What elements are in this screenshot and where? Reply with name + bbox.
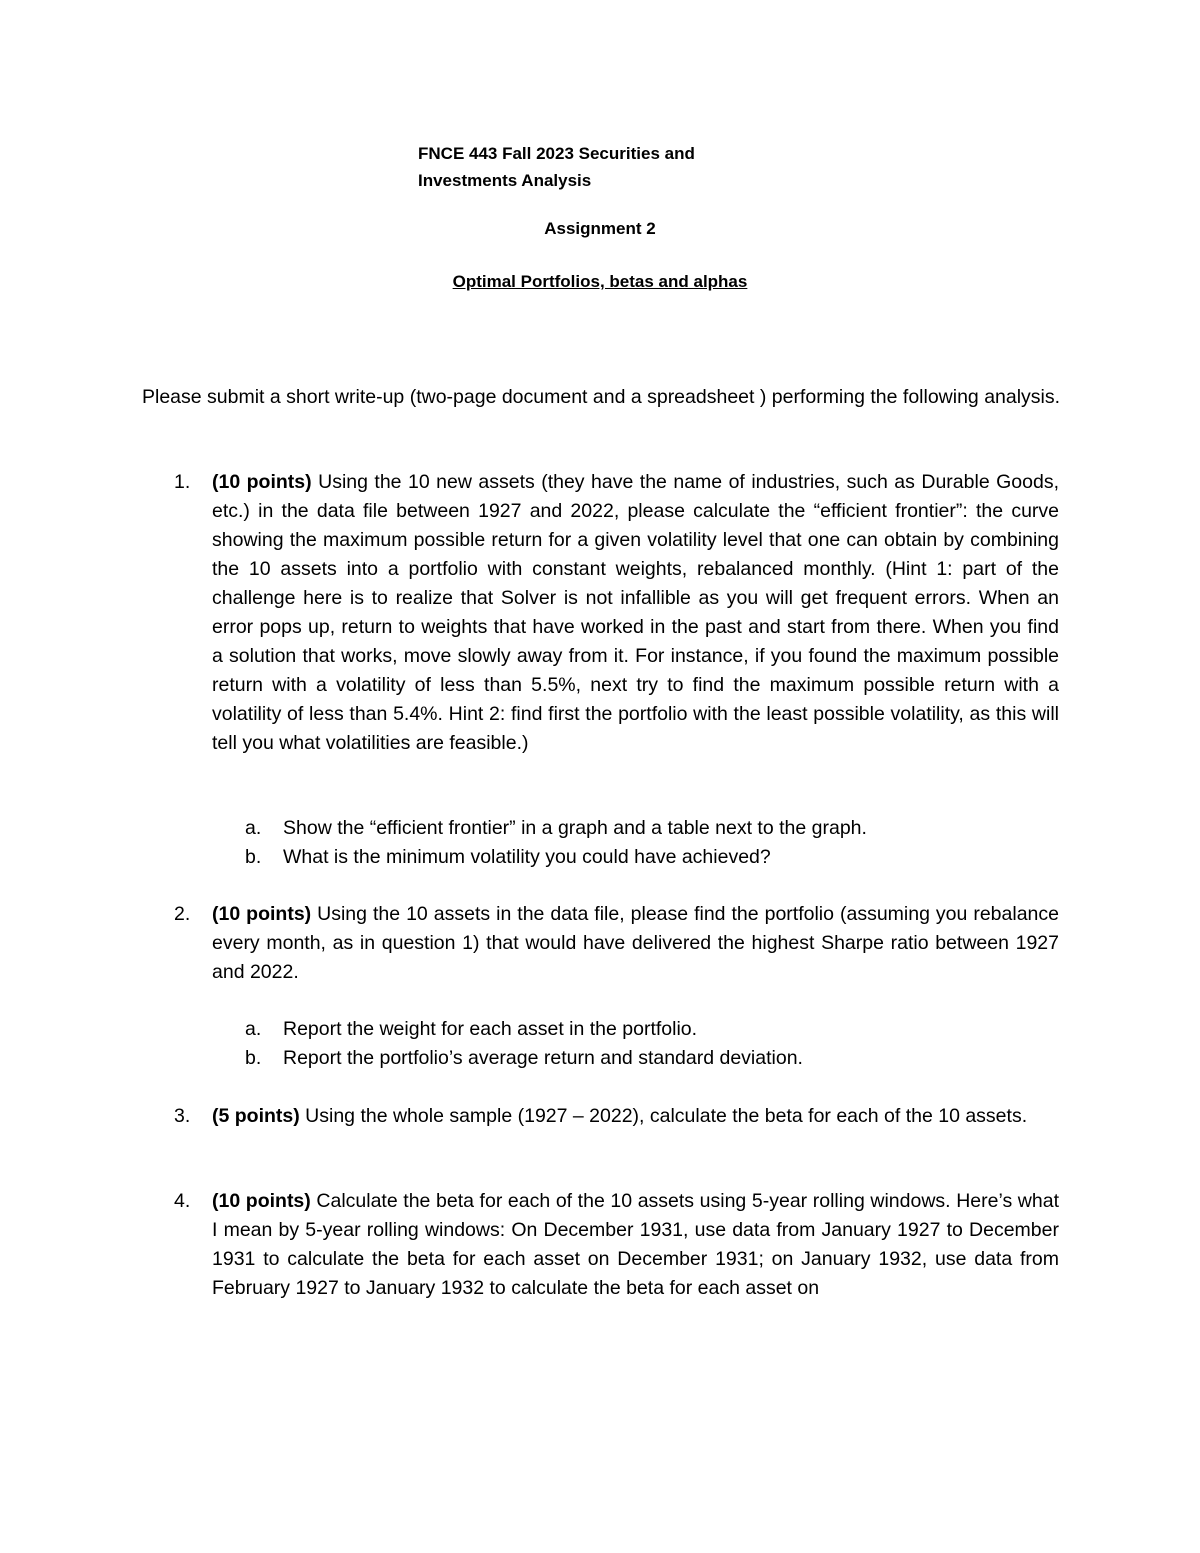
sub-letter: a. bbox=[245, 1018, 262, 1040]
question-4 bbox=[174, 1187, 1059, 1303]
intro-paragraph: Please submit a short write-up (two-page document and a spreadsheet ) performing the following analysis. bbox=[142, 386, 1061, 408]
question-2-sub-b bbox=[245, 1044, 1063, 1073]
question-2 bbox=[174, 900, 1059, 987]
sub-text: What is the minimum volatility you could have achieved? bbox=[283, 846, 771, 868]
question-1-sub-a bbox=[245, 814, 1063, 843]
question-number: 2. bbox=[174, 903, 191, 925]
question-1 bbox=[174, 468, 1059, 758]
sub-letter: b. bbox=[245, 846, 262, 868]
question-text: Using the 10 new assets (they have the name of industries, such as Durable Goods, etc.) in the data file between 1927 and 2022, please calculate the “efficient frontier”: the curve showing the maximum possible return for a given volatility level that one can obtain by combining the 10 assets into a portfolio with constant weights, rebalanced monthly. (Hint 1: part of the challenge here is to realize that Solver is not infallible as you will get frequent errors. When an error pops up, return to weights that have worked in the past and start from there. When you find a solution that works, move slowly away from it. For instance, if you found the maximum possible return with a volatility of less than 5.5%, next try to find the maximum possible return with a volatility of less than 5.4%. Hint 2: find first the portfolio with the least possible volatility, as this will tell you what volatilities are feasible.) bbox=[212, 471, 1059, 754]
sub-text: Report the weight for each asset in the portfolio. bbox=[283, 1018, 698, 1040]
sub-letter: a. bbox=[245, 817, 262, 839]
question-points: (10 points) bbox=[212, 1190, 311, 1212]
question-1-sub-b bbox=[245, 843, 1063, 872]
question-points: (10 points) bbox=[212, 471, 312, 493]
sub-letter: b. bbox=[245, 1047, 262, 1069]
question-text: Using the whole sample (1927 – 2022), calculate the beta for each of the 10 assets. bbox=[299, 1105, 1028, 1127]
assignment-subtitle bbox=[0, 272, 1200, 292]
course-title-line-1: FNCE 443 Fall 2023 Securities and bbox=[418, 144, 695, 163]
question-text: Calculate the beta for each of the 10 assets using 5-year rolling windows. Here’s what I mean by 5-year rolling windows: On December 1931, use data from January 1927 to December 1931 to calculate the beta for each asset on December 1931; on January 1932, use data from February 1927 to January 1932 to calculate the beta for each asset on bbox=[212, 1190, 1059, 1299]
assignment-title: Assignment 2 bbox=[544, 219, 656, 238]
question-2-sub-a bbox=[245, 1015, 1063, 1044]
question-number: 4. bbox=[174, 1190, 191, 1212]
question-points: (5 points) bbox=[212, 1105, 300, 1127]
question-points: (10 points) bbox=[212, 903, 312, 925]
question-number: 1. bbox=[174, 471, 191, 493]
question-text: Using the 10 assets in the data file, please find the portfolio (assuming you rebalance every month, as in question 1) that would have delivered the highest Sharpe ratio between 1927 and 2022. bbox=[212, 903, 1059, 983]
subtitle-text: Optimal Portfolios, betas and alphas bbox=[452, 272, 748, 291]
sub-text: Report the portfolio’s average return and standard deviation. bbox=[283, 1047, 803, 1069]
question-number: 3. bbox=[174, 1105, 191, 1127]
course-title-line-2: Investments Analysis bbox=[418, 171, 592, 190]
course-header bbox=[418, 140, 838, 194]
question-3 bbox=[174, 1102, 1059, 1131]
sub-text: Show the “efficient frontier” in a graph and a table next to the graph. bbox=[283, 817, 867, 839]
